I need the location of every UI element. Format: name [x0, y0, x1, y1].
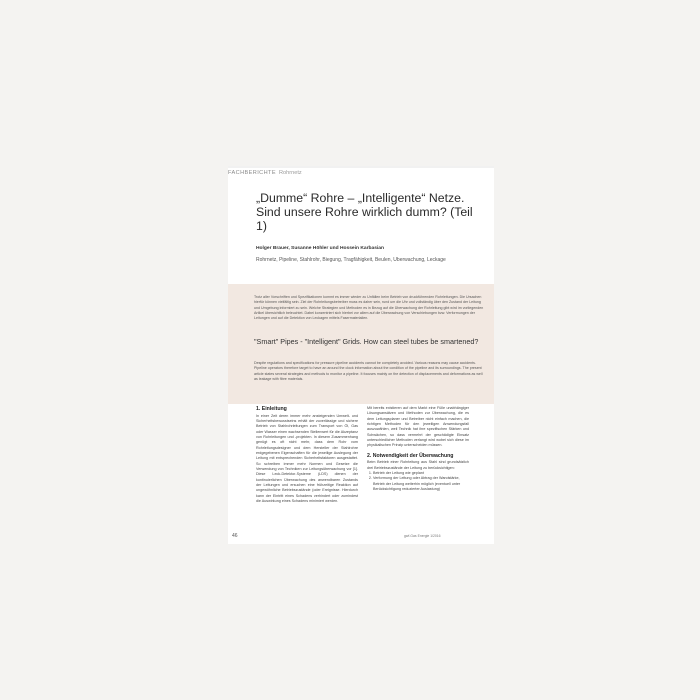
section1-text: In einer Zeit deren immer mehr ansteigenden Umwelt- und Sicherheitsbewusstseins erhält der zuverlässige und sichere Betrieb von Stahlrohrleitungen zum Transport von Öl, Gas oder Wasser einen wachsenden Stellenwert für die Akzeptanz von Rohrleitungen und -projekten. In diesem Zusammenhang genügt es oft nicht mehr, dass dem Rohr vom Rohrleitungsdesigner und dem Hersteller der Stahlrohre erdgegebenen Eigenschaften für die jeweilige Auslegung der Leitung mit entsprechenden Sicherheitsfaktoren ausgestattet. So schreiben immer mehr Normen und Gesetze die Verwendung von Techniken zur Leitungsüberwachung vor [1]. Diese Leck-Detektor-Systeme (LDS) dienen der kontinuierlichen Überwachung des anwendbaren Zustands der Leitungen und ersuchen eine frühzeitige Reaktion auf ungewöhnliche Betriebszustände (oder Ereignisse. Hierdurch kann der Eintritt eines Schadens verhindert oder zumindest die Auswirkung eines Schadens minimiert werden.: [256, 413, 358, 503]
abstract-german: Trotz aller Vorschriften und Spezifikationen kommt es immer wieder zu Unfällen beim Betrieb von druckführenden Rohrleitungen. Die Ursachen hierfür können vielfältig sein. Ziel der Rohrleitungsbetreiber muss es daher sein, rund um die Uhr und vollständig über den Zustand der Leitung und Umgebung informiert zu sein. Welche Strategien und Methoden es in Bezug auf die Überwachung der Rohrleitung gibt wird im vorliegenden Artikel übersichtlich beleuchtet. Dabei konzentriert sich hierbei vor allem auf die Überwachung von Verschiebungen bzw. Verformungen der Leitungen und auf die Detektion von Leckagen mittels Fasermaterialien.: [254, 295, 484, 321]
right-intro-text: Mit bereits existieren auf dem Markt eine Fülle unabhängiger Lösungsansätzen und Methoden zur Überwachung, die es dem Leitungsplaner und Betreiber nicht einfach machen, die richtigen Methoden für den jeweiligen Anwendungsfall auszuwählen, weil Technik hat ihre spezifischen Stärken und Schwächen, so dass vermehrt der geschädigte Einsatz unterschiedlicher Methoden verlangt wird wobei sich diese im physikalischen Prinzip unterscheiden müssen.: [367, 406, 469, 448]
article-title: „Dumme“ Rohre – „Intelligente“ Netze. Sind unsere Rohre wirklich dumm? (Teil 1): [256, 191, 473, 234]
section2-heading: 2. Notwendigkeit der Überwachung: [367, 452, 454, 459]
section2-text: Beim Betrieb einer Rohrleitung aus Stahl sind grundsätzlich drei Betriebszustände der Leitung zu berücksichtigen:: [367, 460, 469, 470]
page-number: 46: [232, 533, 238, 539]
authors: Holger Brauer, Susanne Höhler und Hossein Karbasian: [256, 246, 385, 251]
english-title: "Smart" Pipes - "Intelligent" Grids. How can steel tubes be smartened?: [254, 337, 479, 346]
column-left: [256, 406, 358, 504]
list-item: 2. Verformung der Leitung oder Abtrag der Wandstärke, Betrieb der Leitung weiterhin möglich (eventuell unter Berücksichtigung reduzierter Auslastung): [373, 476, 469, 492]
operating-states-list: [367, 471, 469, 492]
section-name: FACHBERICHTE: [228, 170, 277, 176]
abstract-box: [228, 284, 494, 404]
list-item: 1. Betrieb der Leitung wie geplant: [373, 471, 469, 476]
column-right: [367, 406, 469, 492]
keywords: Rohrnetz, Pipeline, Stahlrohr, Biegung, Tragfähigkeit, Beulen, Überwachung, Leckage: [256, 257, 446, 263]
article-page: [228, 166, 494, 544]
section-label: [228, 170, 302, 176]
journal-info: gwf-Gas Energie 1/2016: [404, 534, 441, 538]
header-rule: [228, 166, 494, 169]
section-subsection: Rohrnetz: [279, 170, 302, 176]
section1-heading: 1. Einleitung: [256, 406, 287, 412]
abstract-english: Despite regulations and specifications for pressure pipeline accidents cannot be completely avoided. Various reasons may cause accidents. Pipeline operators therefore target to have an around the clock information about the condition of the pipeline and its surroundings. The present article states several strategies and methods to monitor a pipeline. It focuses mainly on the detection of displacements and deformations as well as leakage with fibre materials.: [254, 361, 483, 381]
